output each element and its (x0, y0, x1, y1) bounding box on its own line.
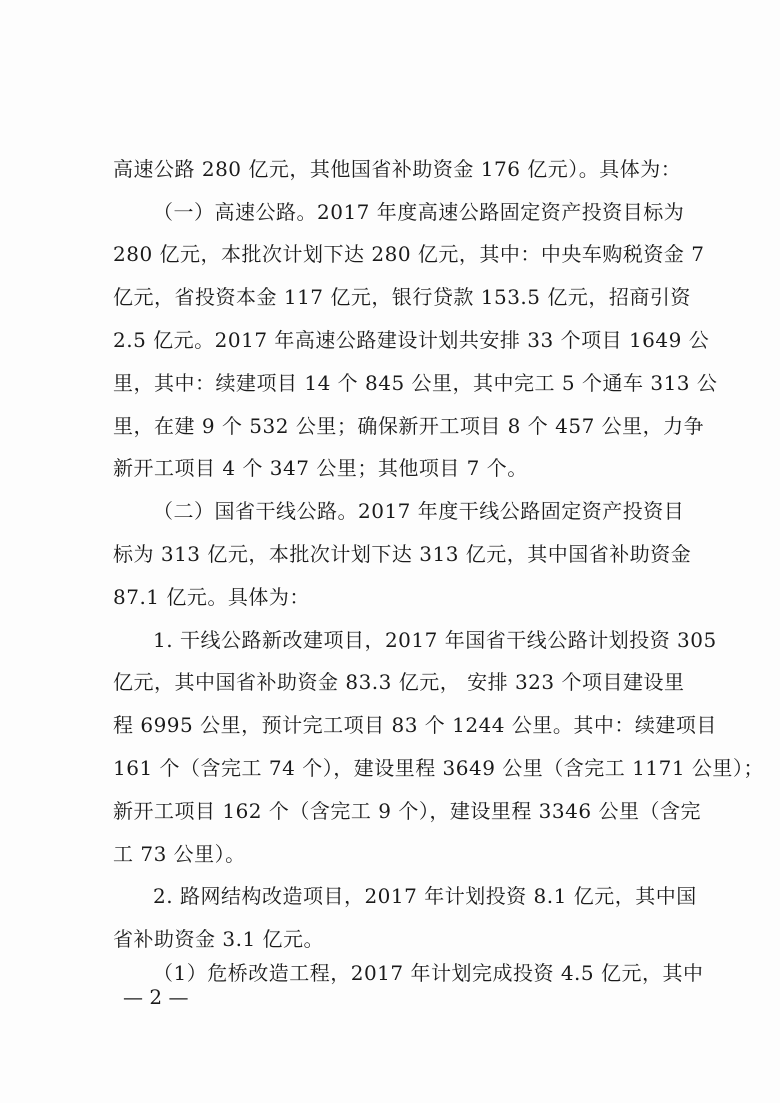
text-line-12: 1. 干线公路新改建项目，2017 年国省干线公路计划投资 305 (153, 628, 717, 652)
text-line-18: 2. 路网结构改造项目，2017 年计划投资 8.1 亿元，其中国 (153, 884, 697, 908)
text-line-1: 高速公路 280 亿元，其他国省补助资金 176 亿元）。具体为： (113, 157, 682, 181)
text-line-16: 新开工项目 162 个（含完工 9 个），建设里程 3346 公里（含完 (113, 799, 701, 823)
text-line-17: 工 73 公里）。 (113, 842, 246, 866)
text-line-15: 161 个（含完工 74 个），建设里程 3649 公里（含完工 1171 公里）； (113, 756, 764, 780)
text-line-3: 280 亿元，本批次计划下达 280 亿元，其中：中央车购税资金 7 (113, 242, 705, 266)
text-line-19: 省补助资金 3.1 亿元。 (113, 927, 325, 951)
text-line-9: （二）国省干线公路。2017 年度干线公路固定资产投资目 (153, 499, 685, 523)
text-line-7: 里，在建 9 个 532 公里；确保新开工项目 8 个 457 公里，力争 (113, 414, 705, 438)
text-line-6: 里，其中：续建项目 14 个 845 公里，其中完工 5 个通车 313 公 (113, 371, 718, 395)
page-number: — 2 — (123, 985, 189, 1009)
text-line-10: 标为 313 亿元，本批次计划下达 313 亿元，其中国省补助资金 (113, 542, 692, 566)
text-line-5: 2.5 亿元。2017 年高速公路建设计划共安排 33 个项目 1649 公 (113, 328, 710, 352)
text-line-2: （一）高速公路。2017 年度高速公路固定资产投资目标为 (153, 200, 685, 224)
text-line-11: 87.1 亿元。具体为： (113, 585, 310, 609)
text-line-20: （1）危桥改造工程，2017 年计划完成投资 4.5 亿元，其中 (153, 961, 704, 985)
text-line-14: 程 6995 公里，预计完工项目 83 个 1244 公里。其中：续建项目 (113, 713, 717, 737)
text-line-13: 亿元，其中国省补助资金 83.3 亿元， 安排 323 个项目建设里 (113, 670, 685, 694)
text-line-8: 新开工项目 4 个 347 公里；其他项目 7 个。 (113, 456, 528, 480)
text-line-4: 亿元，省投资本金 117 亿元，银行贷款 153.5 亿元，招商引资 (113, 285, 691, 309)
